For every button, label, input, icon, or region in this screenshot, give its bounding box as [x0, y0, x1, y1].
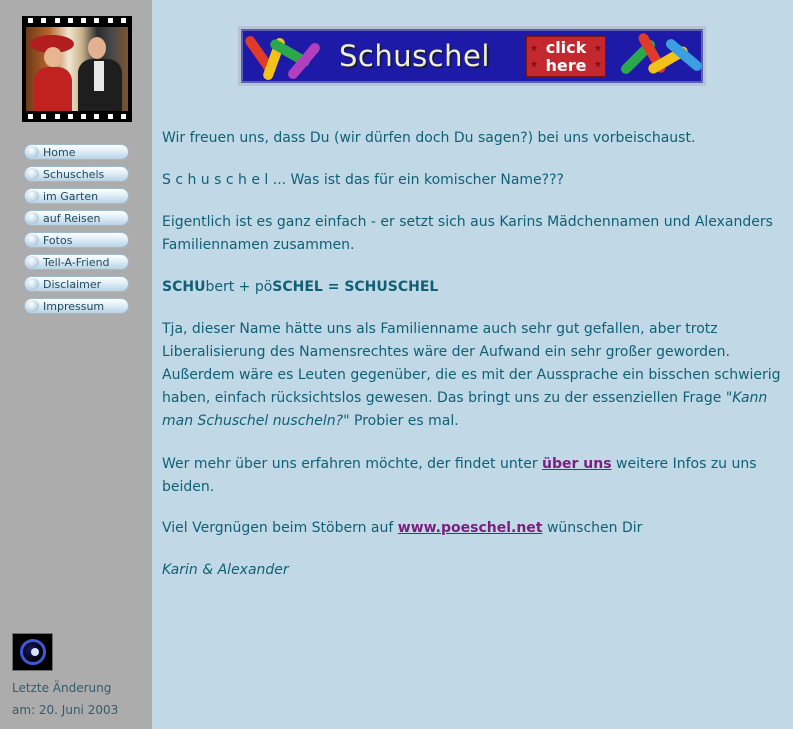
- nav-item-label: Fotos: [43, 234, 73, 247]
- formula-part-schel: SCHEL: [272, 279, 323, 295]
- nav-bullet-icon: [26, 256, 39, 268]
- sidebar: [0, 0, 152, 729]
- website-link[interactable]: www.poeschel.net: [397, 520, 543, 536]
- story-paragraph: [162, 318, 782, 433]
- ad-banner[interactable]: [238, 26, 706, 86]
- nav-bullet-icon: [26, 212, 39, 224]
- nav-item-tell-a-friend[interactable]: [24, 254, 129, 270]
- formula-equals: =: [322, 279, 345, 295]
- signature: Karin & Alexander: [162, 562, 289, 578]
- about-text-after: weitere Infos zu uns beiden.: [162, 456, 757, 495]
- click-here-button[interactable]: [526, 36, 606, 77]
- click-here-line1: click: [545, 38, 587, 57]
- couple-photo: [26, 27, 128, 111]
- about-us-link[interactable]: über uns: [542, 456, 612, 472]
- click-here-line2: here: [545, 56, 587, 75]
- nav-item-disclaimer[interactable]: [24, 276, 129, 292]
- last-updated-label: Letzte Änderung: [12, 681, 112, 695]
- star-icon: ★: [593, 60, 602, 70]
- last-updated: [12, 677, 118, 721]
- story-end: " Probier es mal.: [343, 413, 459, 429]
- film-perforation: [28, 114, 126, 120]
- sidebar-nav: [24, 144, 129, 320]
- main-content: [152, 0, 793, 729]
- nav-item-label: Home: [43, 146, 76, 159]
- nav-bullet-icon: [26, 300, 39, 312]
- about-text-before: Wer mehr über uns erfahren möchte, der findet unter: [162, 456, 543, 472]
- name-question: S c h u s c h e l ... Was ist das für ein komischer Name???: [162, 172, 564, 188]
- last-updated-date: am: 20. Juni 2003: [12, 703, 119, 717]
- nav-item-schuschels[interactable]: [24, 166, 129, 182]
- filmstrip-photo: [22, 16, 132, 122]
- nav-item-label: Disclaimer: [43, 278, 102, 291]
- nav-bullet-icon: [26, 278, 39, 290]
- nav-item-label: Tell-A-Friend: [43, 256, 110, 269]
- formula-part-schu: SCHU: [162, 279, 206, 295]
- name-formula: [162, 276, 782, 299]
- ribbon-decoration: [286, 41, 322, 81]
- nav-item-auf-reisen[interactable]: [24, 210, 129, 226]
- nav-item-im-garten[interactable]: [24, 188, 129, 204]
- nav-item-label: Schuschels: [43, 168, 105, 181]
- nav-item-fotos[interactable]: [24, 232, 129, 248]
- star-icon: ★: [530, 60, 539, 70]
- nav-item-impressum[interactable]: [24, 298, 129, 314]
- intro-paragraph: Wir freuen uns, dass Du (wir dürfen doch Du sagen?) bei uns vorbeischaust.: [162, 130, 696, 146]
- story-question: Kann man Schuschel nuscheln?: [162, 390, 768, 429]
- site-logo-icon[interactable]: [12, 633, 53, 671]
- nav-bullet-icon: [26, 146, 39, 158]
- closing-text-before: Viel Vergnügen beim Stöbern auf: [162, 520, 398, 536]
- closing-paragraph: [162, 517, 782, 540]
- nav-item-label: Impressum: [43, 300, 105, 313]
- story-text: Tja, dieser Name hätte uns als Familienname auch sehr gut gefallen, aber trotz Liberalisierung des Namensrechtes wäre der Aufwand ein sehr großer geworden. Außerdem wäre es Leuten gegenüber, die es mit der Aussprache ein bisschen schwierig haben, einfach rücksichtslos gewesen. Das bringt uns zu der essenziellen Frage ": [162, 321, 781, 406]
- nav-item-label: im Garten: [43, 190, 99, 203]
- formula-part-bert: bert + pö: [205, 279, 273, 295]
- star-icon: ★: [530, 44, 539, 54]
- nav-bullet-icon: [26, 234, 39, 246]
- star-icon: ★: [593, 44, 602, 54]
- film-perforation: [28, 18, 126, 24]
- nav-item-label: auf Reisen: [43, 212, 101, 225]
- about-paragraph: [162, 453, 782, 499]
- explanation-paragraph: Eigentlich ist es ganz einfach - er setzt sich aus Karins Mädchennamen und Alexanders Familiennamen zusammen.: [162, 214, 773, 253]
- nav-bullet-icon: [26, 168, 39, 180]
- nav-bullet-icon: [26, 190, 39, 202]
- formula-result: SCHUSCHEL: [344, 279, 439, 295]
- closing-text-after: wünschen Dir: [542, 520, 643, 536]
- nav-item-home[interactable]: [24, 144, 129, 160]
- banner-title: Schuschel: [339, 39, 490, 73]
